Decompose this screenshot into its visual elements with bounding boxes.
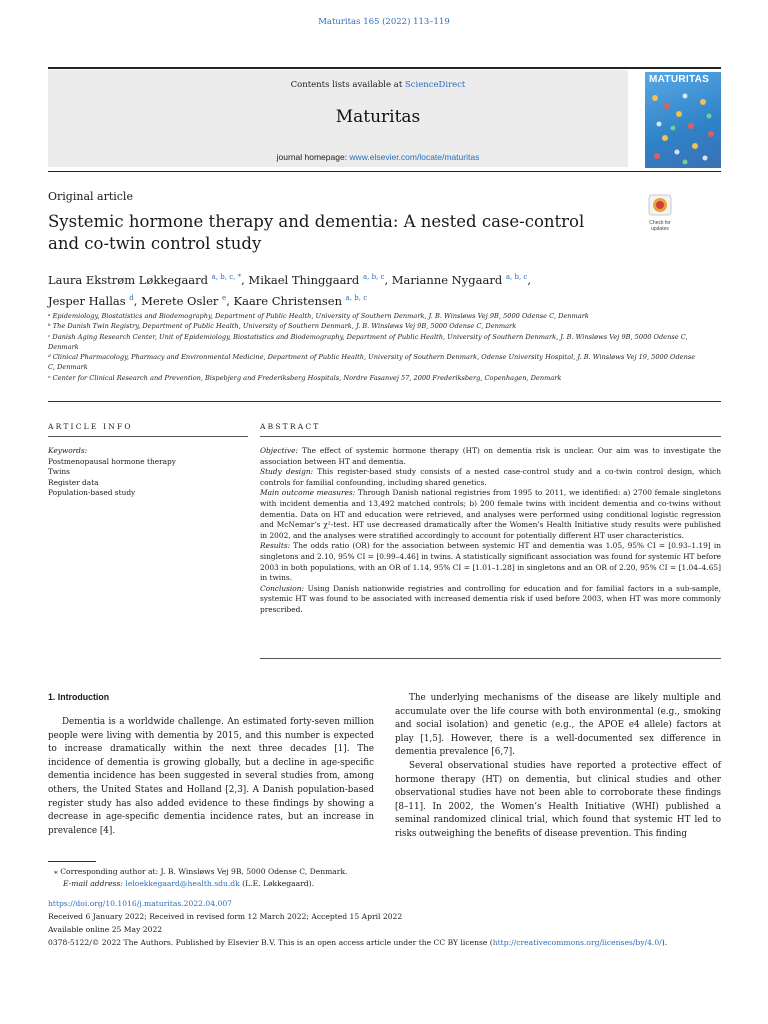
author-affiliation-marker[interactable]: d <box>129 293 134 302</box>
corresponding-author-note <box>54 866 554 890</box>
sciencedirect-link[interactable]: ScienceDirect <box>404 80 466 90</box>
footnote-rule <box>48 861 96 862</box>
license-suffix: ). <box>661 938 668 947</box>
affiliation-item: ᵉ Center for Clinical Research and Prevention, Bispebjerg and Frederiksberg Hospitals, Nordre Fasanvej 57, 2000 Frederiksberg, Copenhagen, Denmark <box>48 373 562 382</box>
license-statement <box>48 938 728 947</box>
author-affiliation-marker[interactable]: e <box>222 293 227 302</box>
abstract-study-design: Study design: This register-based study consists of a nested case-control study and a co-twin control design, which controls for familial confounding, including shared genetics. <box>260 467 721 487</box>
header-bottom-rule <box>48 171 721 172</box>
keyword-item: Twins <box>48 467 70 476</box>
contents-availability <box>128 80 628 90</box>
check-for-updates-badge[interactable] <box>645 194 675 230</box>
author-list: Laura Ekstrøm Løkkegaard $^{a, b, c, *}$, Mikael Thinggaard $^{a, b, c}$, Marianne Nygaard $^{a, b, c}$, Jesper Hallas $^d$, Merete Osler $^e$, Kaare Christensen $^{a, b, c}$ <box>48 272 531 308</box>
abstract-outcome-measures: Main outcome measures: Through Danish national registries from 1995 to 2011, we identified: a) 2700 female singletons with incident dementia and 13,492 matched controls; b) 200 female twins with incident dementia and co-twins without dementia. Data on HT and education were retrieved, and analyses were performed using conditional logistic regression and McNemar’s χ²-test. HT use decreased dramatically after the Women’s Health Initiative study results were published in 2002, and the analyses were stratified accordingly to account for potentially different HT user characteristics. <box>260 488 721 540</box>
keywords-label: Keywords: <box>48 446 88 455</box>
cover-title: MATURITAS <box>649 74 710 85</box>
affiliations <box>48 311 698 383</box>
email-link[interactable]: leloekkegaard@health.sdu.dk <box>125 879 240 888</box>
article-type: Original article <box>48 190 133 203</box>
abstract-heading: ABSTRACT <box>260 422 321 431</box>
check-for-updates-icon <box>645 194 675 216</box>
doi-link[interactable]: https://doi.org/10.1016/j.maturitas.2022.04.007 <box>48 899 232 908</box>
affiliation-item: ᵃ Epidemiology, Biostatistics and Biodemography, Department of Public Health, University of Southern Denmark, J. B. Winsløws Vej 9B, 5000 Odense C, Denmark <box>48 312 589 320</box>
header-top-rule <box>48 67 721 69</box>
body-column-right <box>395 692 721 842</box>
cover-pattern-icon <box>645 86 721 168</box>
received-dates: Received 6 January 2022; Received in revised form 12 March 2022; Accepted 15 April 2022 <box>48 912 403 921</box>
author-affiliation-marker[interactable]: a, b, c, * <box>211 273 242 281</box>
license-prefix: 0378-5122/© 2022 The Authors. Published by Elsevier B.V. This is an open access article under the CC BY license ( <box>48 938 493 947</box>
article-title: Systemic hormone therapy and dementia: A nested case-control and co-twin control study <box>48 212 585 253</box>
keywords-block <box>48 446 248 499</box>
author-affiliation-marker[interactable]: a, b, c <box>505 273 528 281</box>
available-online-date: Available online 25 May 2022 <box>48 925 163 934</box>
abstract-body <box>260 446 721 616</box>
keyword-item: Register data <box>48 477 99 487</box>
homepage-prefix: journal homepage: <box>276 152 350 162</box>
corresponding-author: ⁎ Corresponding author at: J. B. Winsløws Vej 9B, 5000 Odense C, Denmark. <box>54 867 348 876</box>
body-column-left <box>48 716 374 838</box>
abstract-conclusion: Conclusion: Using Danish nationwide registries and controlling for education and for familial factors in a sub-sample, systemic HT was found to be associated with increased dementia risk if used before 2003, when HT was more commonly prescribed. <box>260 583 721 614</box>
author-name[interactable]: Jesper Hallas <box>48 293 126 308</box>
journal-cover-thumbnail[interactable] <box>645 72 721 168</box>
body-paragraph: Dementia is a worldwide challenge. An estimated forty-seven million people were living with dementia by 2015, and this number is expected to increase dramatically within the next three decades [1]. The incidence of dementia is growing globally, but a decline in age-specific dementia incidence has been suggested in several studies from, among others, the United States and Holland [2,3]. A Danish population-based register study has also added evidence to these findings by showing a decrease in age-specific dementia incidence rates, but an increase in prevalence [4]. <box>48 717 374 836</box>
email-suffix: (L.E. Løkkegaard). <box>239 879 315 888</box>
journal-citation[interactable]: Maturitas 165 (2022) 113–119 <box>318 17 450 27</box>
introduction-heading: 1. Introduction <box>48 692 110 702</box>
author-name[interactable]: Laura Ekstrøm Løkkegaard <box>48 272 209 287</box>
badge-text: Check for updates <box>649 220 671 232</box>
keyword-item: Population-based study <box>48 488 136 497</box>
license-link[interactable]: http://creativecommons.org/licenses/by/4.0/ <box>492 938 662 947</box>
author-affiliation-marker[interactable]: a, b, c <box>362 273 385 281</box>
section-rule <box>48 401 721 402</box>
body-paragraph: Several observational studies have reported a protective effect of hormone therapy (HT) on dementia, but clinical studies and other observational studies have not been able to corroborate these findings [8–11]. In 2002, the Women’s Health Initiative (WHI) published a seminal randomized clinical trial, which found that systemic HT led to risks outweighing the benefits of disease prevention. This finding <box>395 760 721 839</box>
abstract-rule <box>260 436 721 437</box>
author-name[interactable]: Marianne Nygaard <box>391 272 503 287</box>
affiliation-item: ᶜ Danish Aging Research Center, Unit of Epidemiology, Biostatistics and Biodemography, Department of Public Health, University of Southern Denmark, J. B. Winsløws Vej 9B, 5000 Odense C, Denmark <box>48 332 688 351</box>
keyword-item: Postmenopausal hormone therapy <box>48 456 176 466</box>
author-name[interactable]: Merete Osler <box>141 293 219 308</box>
journal-homepage <box>128 152 628 162</box>
article-info-rule <box>48 436 248 437</box>
author-name[interactable]: Mikael Thinggaard <box>248 272 360 287</box>
author-affiliation-marker[interactable]: a, b, c <box>345 293 368 302</box>
affiliation-item: ᵇ The Danish Twin Registry, Department of Public Health, University of Southern Denmark, J. B. Winsløws Vej 9B, 5000 Odense C, Denmark <box>48 322 517 331</box>
journal-name: Maturitas <box>335 107 421 127</box>
author-name[interactable]: Kaare Christensen <box>233 293 342 308</box>
homepage-link[interactable]: www.elsevier.com/locate/maturitas <box>349 152 480 162</box>
abstract-bottom-rule <box>260 658 721 659</box>
email-label: E-mail address: <box>63 879 126 888</box>
contents-prefix: Contents lists available at <box>290 80 405 90</box>
abstract-objective: Objective: The effect of systemic hormone therapy (HT) on dementia risk is unclear. Our aim was to investigate the association between HT and dementia. <box>260 446 721 466</box>
abstract-results: Results: The odds ratio (OR) for the association between systemic HT and dementia was 1.05, 95% CI = [0.93–1.19] in singletons and 2.10, 95% CI = [0.99–4.46] in twins. A statistically significant association was found for systemic HT before 2003 in both populations, with an OR of 1.14, 95% CI = [1.01–1.28] in singletons and an OR of 2.20, 95% CI = [1.04–4.65] in twins. <box>260 541 721 583</box>
body-paragraph: The underlying mechanisms of the disease are likely multiple and accumulate over the life course with both environmental (e.g., smoking and social isolation) and genetic (e.g., the APOE e4 allele) factors at play [1,5]. However, there is a well-documented sex difference in dementia prevalence [6,7]. <box>395 693 721 758</box>
affiliation-item: ᵈ Clinical Pharmacology, Pharmacy and Environmental Medicine, Department of Public Health, University of Southern Denmark, Odense University Hospital, J. B. Winsløws Vej 19, 5000 Odense C, Denmark <box>48 353 696 372</box>
article-info-heading: ARTICLE INFO <box>48 422 133 431</box>
